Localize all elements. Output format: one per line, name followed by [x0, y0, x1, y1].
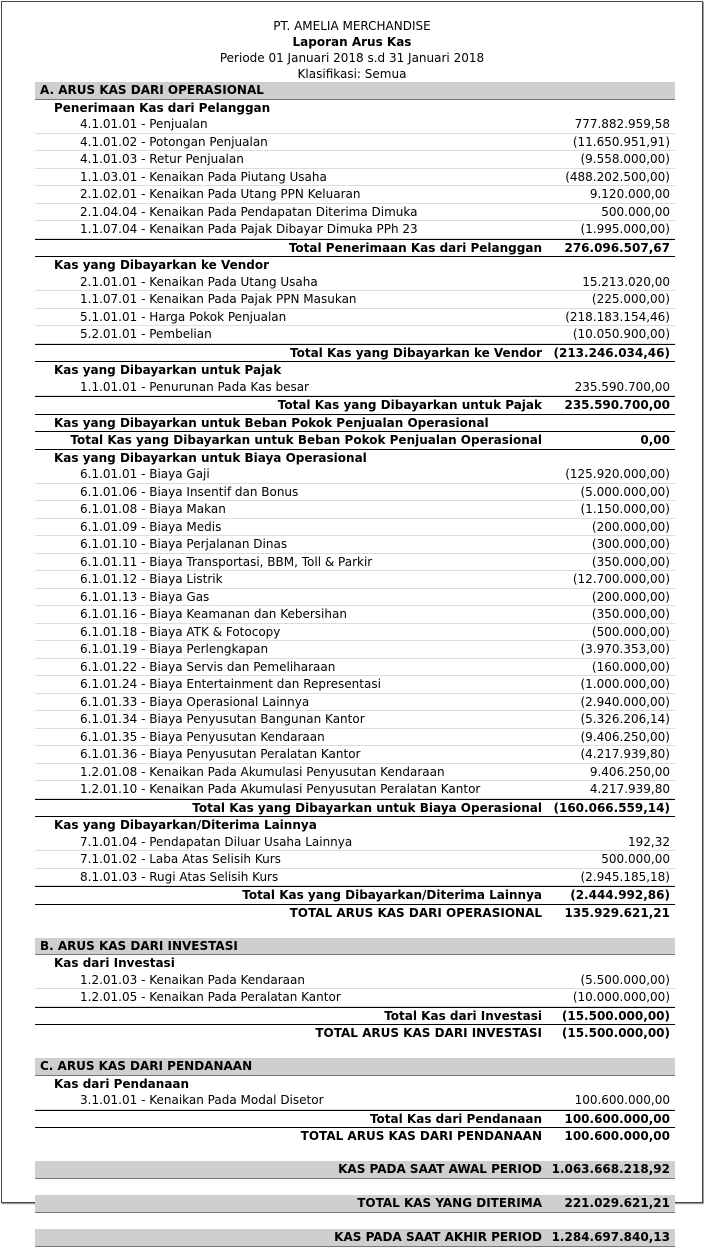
row-label: 1.2.01.10 - Kenaikan Pada Akumulasi Penyusutan Peralatan Kantor [80, 782, 481, 796]
report-row-item [35, 834, 675, 852]
row-amount: 235.590.700,00 [564, 398, 670, 412]
row-amount: 1.063.668.218,92 [551, 1162, 670, 1176]
report-row-item [35, 204, 675, 222]
report-row-group [35, 1076, 675, 1093]
row-amount: 100.600.000,00 [564, 1129, 670, 1143]
cash-flow-table [35, 82, 675, 1247]
report-row-item [35, 781, 675, 799]
row-label: 5.1.01.01 - Harga Pokok Penjualan [80, 309, 287, 324]
row-amount: 1.284.697.840,13 [551, 1230, 670, 1244]
report-row-item [35, 519, 675, 537]
row-amount: (300.000,00) [591, 537, 670, 551]
report-row-total [35, 886, 675, 905]
report-header [2, 2, 702, 82]
row-amount: 0,00 [640, 433, 670, 447]
row-amount: 777.882.959,58 [574, 117, 670, 131]
row-label: 2.1.02.01 - Kenaikan Pada Utang PPN Keluaran [80, 187, 361, 201]
report-row-group [35, 955, 675, 972]
report-row-total [35, 344, 675, 363]
row-label: Total Penerimaan Kas dari Pelanggan [288, 240, 542, 255]
row-label: 1.1.07.04 - Kenaikan Pada Pajak Dibayar Dimuka PPh 23 [80, 222, 418, 236]
row-spacer [35, 1179, 675, 1196]
report-row-grand [35, 905, 675, 922]
report-row-item [35, 571, 675, 589]
row-label: 6.1.01.35 - Biaya Penyusutan Kendaraan [80, 729, 325, 744]
row-label: 1.1.03.01 - Kenaikan Pada Piutang Usaha [80, 169, 327, 184]
row-label: Total Kas yang Dibayarkan/Diterima Lainnya [242, 888, 542, 902]
report-row-summary [35, 1161, 675, 1179]
report-row-item [35, 989, 675, 1007]
row-amount: (350.000,00) [591, 607, 670, 621]
report-row-item [35, 641, 675, 659]
row-amount: (10.000.000,00) [572, 990, 670, 1004]
row-amount: (1.150.000,00) [580, 502, 670, 516]
row-label: 1.2.01.05 - Kenaikan Pada Peralatan Kantor [80, 990, 341, 1004]
row-label: 1.2.01.03 - Kenaikan Pada Kendaraan [80, 972, 305, 987]
row-label: Total Kas yang Dibayarkan untuk Beban Pokok Penjualan Operasional [70, 433, 542, 447]
row-amount: (225.000,00) [591, 292, 670, 306]
row-amount: (125.920.000,00) [565, 467, 670, 481]
report-row-total [35, 431, 675, 450]
report-row-item [35, 151, 675, 169]
report-row-item [35, 274, 675, 292]
row-label: Kas yang Dibayarkan ke Vendor [54, 258, 270, 272]
row-amount: 135.929.621,21 [564, 905, 670, 920]
report-row-group [35, 450, 675, 467]
row-amount: (218.183.154,46) [565, 309, 670, 324]
report-row-item [35, 1092, 675, 1110]
row-label: Kas yang Dibayarkan untuk Pajak [54, 363, 282, 377]
row-amount: (12.700.000,00) [572, 572, 670, 586]
row-amount: (5.000.000,00) [580, 484, 670, 499]
report-row-item [35, 134, 675, 152]
row-label: Kas dari Investasi [54, 956, 175, 970]
row-label: 4.1.01.03 - Retur Penjualan [80, 152, 244, 166]
row-amount: (200.000,00) [591, 519, 670, 534]
row-label: Total Kas yang Dibayarkan untuk Biaya Operasional [192, 800, 542, 815]
report-row-group [35, 817, 675, 834]
row-amount: (160.066.559,14) [553, 800, 670, 815]
row-label: 6.1.01.22 - Biaya Servis dan Pemeliharaan [80, 659, 336, 674]
report-row-item [35, 624, 675, 642]
row-amount: 100.600.000,00 [574, 1093, 670, 1107]
report-row-total [35, 239, 675, 258]
report-row-section [35, 82, 675, 100]
row-label: 4.1.01.01 - Penjualan [80, 117, 208, 131]
row-amount: (10.050.900,00) [572, 327, 670, 341]
report-row-item [35, 309, 675, 327]
row-label: TOTAL ARUS KAS DARI INVESTASI [315, 1026, 542, 1040]
row-amount: (488.202.500,00) [565, 169, 670, 184]
row-label: Kas dari Pendanaan [54, 1076, 190, 1091]
report-row-item [35, 484, 675, 502]
row-label: 2.1.04.04 - Kenaikan Pada Pendapatan Diterima Dimuka [80, 204, 418, 219]
row-label: 6.1.01.11 - Biaya Transportasi, BBM, Toll & Parkir [80, 554, 373, 569]
row-amount: (9.406.250,00) [580, 729, 670, 744]
row-label: 6.1.01.09 - Biaya Medis [80, 519, 222, 534]
report-row-item [35, 116, 675, 134]
report-row-group [35, 415, 675, 432]
row-label: 6.1.01.10 - Biaya Perjalanan Dinas [80, 537, 288, 551]
row-label: 6.1.01.01 - Biaya Gaji [80, 467, 210, 481]
row-label: 5.2.01.01 - Pembelian [80, 327, 212, 341]
row-spacer [35, 1042, 675, 1059]
row-amount: (160.000,00) [591, 659, 670, 674]
row-spacer [35, 1145, 675, 1162]
row-label: KAS PADA SAAT AWAL PERIOD [338, 1162, 542, 1176]
report-row-section [35, 1058, 675, 1076]
row-amount: 235.590.700,00 [574, 379, 670, 394]
row-label: 1.1.07.01 - Kenaikan Pada Pajak PPN Masukan [80, 292, 357, 306]
report-row-item [35, 711, 675, 729]
report-row-group [35, 100, 675, 117]
report-row-item [35, 676, 675, 694]
row-amount: (2.940.000,00) [580, 694, 670, 709]
row-label: Kas yang Dibayarkan/Diterima Lainnya [54, 818, 317, 832]
report-row-item [35, 746, 675, 764]
row-spacer [35, 1213, 675, 1230]
row-amount: (500.000,00) [591, 624, 670, 639]
row-amount: (1.000.000,00) [580, 677, 670, 691]
row-amount: (4.217.939,80) [580, 747, 670, 761]
report-period: Periode 01 Januari 2018 s.d 31 Januari 2018 [219, 51, 485, 65]
row-amount: (350.000,00) [591, 554, 670, 569]
row-amount: 9.120.000,00 [589, 187, 670, 201]
report-row-item [35, 466, 675, 484]
row-label: Total Kas yang Dibayarkan ke Vendor [290, 345, 542, 360]
row-amount: 276.096.507,67 [564, 240, 670, 255]
row-amount: (5.326.206,14) [580, 712, 670, 726]
cash-flow-report-page [1, 1, 703, 1244]
report-row-item [35, 554, 675, 572]
report-row-item [35, 169, 675, 187]
row-amount: (1.995.000,00) [580, 222, 670, 236]
row-amount: 500.000,00 [601, 204, 670, 219]
row-amount: 100.600.000,00 [564, 1111, 670, 1126]
report-row-item [35, 729, 675, 747]
report-row-section [35, 938, 675, 956]
report-row-item [35, 326, 675, 344]
row-amount: (3.970.353,00) [580, 642, 670, 656]
row-label: A. ARUS KAS DARI OPERASIONAL [40, 83, 264, 97]
report-row-total [35, 396, 675, 415]
report-row-group [35, 257, 675, 274]
row-label: 4.1.01.02 - Potongan Penjualan [80, 134, 268, 149]
row-label: 7.1.01.04 - Pendapatan Diluar Usaha Lainnya [80, 834, 353, 849]
row-label: 6.1.01.08 - Biaya Makan [80, 502, 226, 516]
row-amount: 4.217.939,80 [589, 782, 670, 796]
row-spacer [35, 921, 675, 938]
report-row-item [35, 869, 675, 887]
row-amount: (2.945.185,18) [580, 869, 670, 884]
row-label: C. ARUS KAS DARI PENDANAAN [40, 1059, 253, 1073]
row-amount: 221.029.621,21 [564, 1196, 670, 1210]
row-amount: (213.246.034,46) [553, 345, 670, 360]
row-label: Kas yang Dibayarkan untuk Beban Pokok Penjualan Operasional [54, 415, 489, 430]
row-amount: (15.500.000,00) [561, 1008, 670, 1023]
row-amount: 192,32 [628, 834, 670, 849]
row-label: 2.1.01.01 - Kenaikan Pada Utang Usaha [80, 274, 318, 289]
row-label: KAS PADA SAAT AKHIR PERIOD [334, 1230, 542, 1244]
row-label: 6.1.01.36 - Biaya Penyusutan Peralatan Kantor [80, 747, 361, 761]
row-amount: (15.500.000,00) [561, 1026, 670, 1040]
row-label: 1.1.01.01 - Penurunan Pada Kas besar [80, 379, 309, 394]
company-name: PT. AMELIA MERCHANDISE [273, 19, 431, 33]
report-row-item [35, 589, 675, 607]
report-row-item [35, 851, 675, 869]
row-label: 3.1.01.01 - Kenaikan Pada Modal Disetor [80, 1093, 324, 1107]
report-row-item [35, 221, 675, 239]
row-label: 6.1.01.16 - Biaya Keamanan dan Kebersihan [80, 607, 347, 621]
row-amount: (2.444.992,86) [570, 888, 670, 902]
report-row-grand [35, 1128, 675, 1145]
row-amount: (200.000,00) [591, 589, 670, 604]
row-label: TOTAL ARUS KAS DARI PENDANAAN [300, 1129, 542, 1143]
row-label: 6.1.01.33 - Biaya Operasional Lainnya [80, 694, 310, 709]
report-row-grand [35, 1025, 675, 1042]
report-row-item [35, 606, 675, 624]
report-row-item [35, 291, 675, 309]
report-row-group [35, 362, 675, 379]
row-label: Penerimaan Kas dari Pelanggan [54, 100, 271, 115]
row-amount: (11.650.951,91) [572, 134, 670, 149]
report-classification: Klasifikasi: Semua [297, 67, 407, 81]
row-label: B. ARUS KAS DARI INVESTASI [40, 938, 238, 953]
report-row-item [35, 501, 675, 519]
report-row-summary [35, 1229, 675, 1247]
report-row-item [35, 764, 675, 782]
report-row-item [35, 379, 675, 397]
row-label: 6.1.01.06 - Biaya Insentif dan Bonus [80, 484, 299, 499]
row-label: 6.1.01.19 - Biaya Perlengkapan [80, 642, 269, 656]
row-label: 6.1.01.34 - Biaya Penyusutan Bangunan Kantor [80, 712, 365, 726]
report-row-item [35, 186, 675, 204]
row-label: Total Kas dari Investasi [384, 1008, 542, 1023]
report-row-total [35, 1007, 675, 1026]
row-amount: 9.406.250,00 [589, 764, 670, 779]
report-row-item [35, 659, 675, 677]
row-label: TOTAL ARUS KAS DARI OPERASIONAL [289, 905, 542, 920]
row-label: 6.1.01.13 - Biaya Gas [80, 589, 210, 604]
row-label: Kas yang Dibayarkan untuk Biaya Operasional [54, 450, 367, 465]
row-label: 6.1.01.24 - Biaya Entertainment dan Representasi [80, 677, 381, 691]
report-title: Laporan Arus Kas [292, 35, 412, 49]
row-label: 6.1.01.12 - Biaya Listrik [80, 572, 223, 586]
row-label: 8.1.01.03 - Rugi Atas Selisih Kurs [80, 869, 279, 884]
row-label: 6.1.01.18 - Biaya ATK & Fotocopy [80, 624, 281, 639]
row-label: 1.2.01.08 - Kenaikan Pada Akumulasi Penyusutan Kendaraan [80, 764, 445, 779]
row-label: 7.1.01.02 - Laba Atas Selisih Kurs [80, 852, 281, 866]
report-row-total [35, 799, 675, 818]
report-row-total [35, 1110, 675, 1129]
row-amount: (9.558.000,00) [580, 152, 670, 166]
row-label: TOTAL KAS YANG DITERIMA [357, 1196, 542, 1210]
row-label: Total Kas yang Dibayarkan untuk Pajak [277, 398, 542, 412]
row-amount: (5.500.000,00) [580, 972, 670, 987]
report-row-item [35, 694, 675, 712]
report-row-item [35, 536, 675, 554]
report-row-item [35, 972, 675, 990]
row-amount: 500.000,00 [601, 852, 670, 866]
row-amount: 15.213.020,00 [582, 274, 670, 289]
row-label: Total Kas dari Pendanaan [369, 1111, 542, 1126]
